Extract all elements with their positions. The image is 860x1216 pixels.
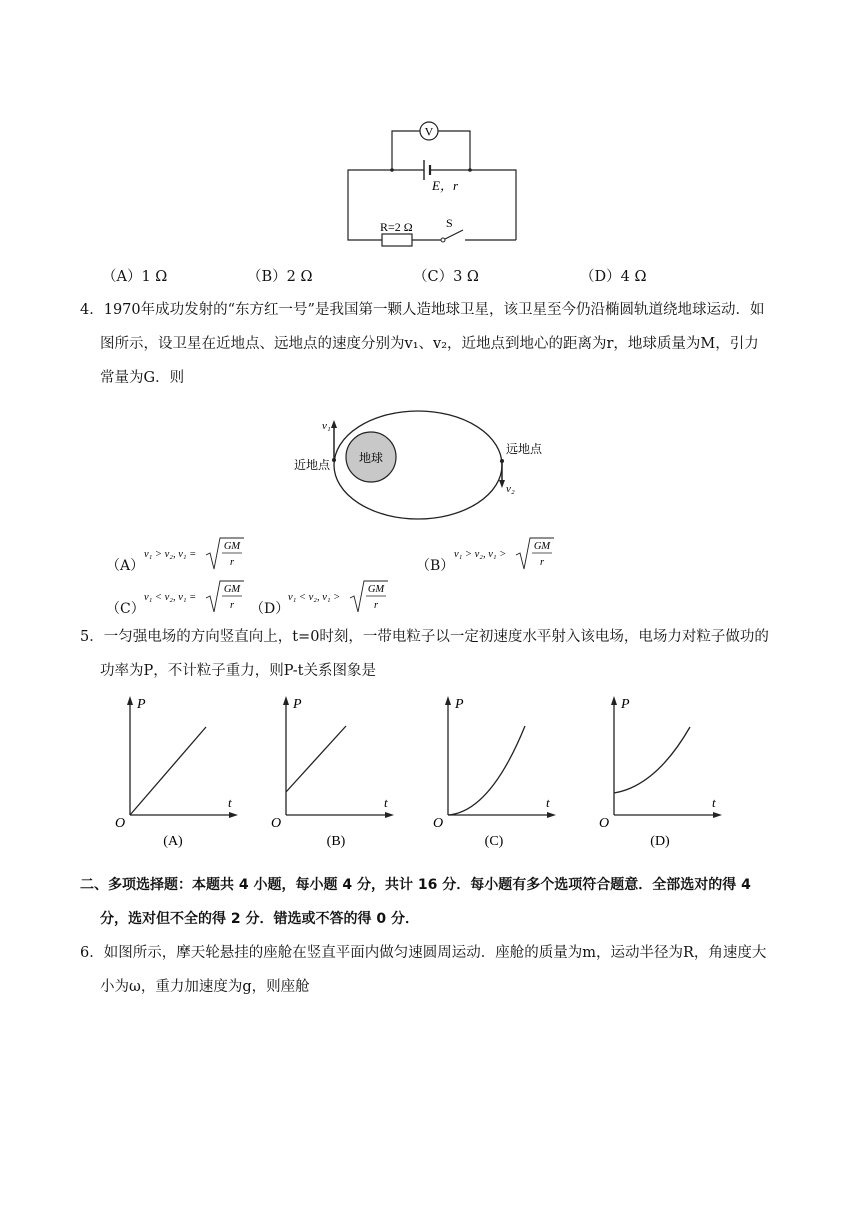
q5-graph-c-ylabel: P — [455, 697, 464, 712]
q5-graph-a-ylabel: P — [137, 697, 146, 712]
q4-option-c-cmp: v₁ < v₂, v₁ = — [144, 592, 197, 603]
q5-graph-d-curve — [614, 727, 690, 793]
q5-graph-a-caption: (A) — [163, 834, 183, 849]
q5-graph-a[interactable] — [110, 690, 250, 850]
q4-option-b-num: GM — [533, 541, 551, 552]
q6-line-1: 6．如图所示，摩天轮悬挂的座舱在竖直平面内做匀速圆周运动．座舱的质量为m，运动半径为R，角速度大 — [80, 945, 767, 961]
perigee-label: 近地点 — [294, 458, 331, 472]
q5-graph-c-caption: (C) — [484, 834, 504, 849]
q5-graph-d-caption: (D) — [650, 834, 670, 849]
q4-option-a-num: GM — [223, 541, 241, 552]
q5-graph-d-ylabel: P — [621, 697, 630, 712]
q4-option-a-label: （A） — [106, 558, 145, 574]
q5-graph-a-origin: O — [115, 816, 126, 831]
q4-option-d-label: （D） — [250, 601, 290, 617]
q5-graph-c-curve — [448, 726, 525, 815]
resistor-label: R=2 Ω — [380, 220, 413, 234]
switch-label: S — [446, 216, 453, 230]
q5-graph-d-origin: O — [599, 816, 610, 831]
q4-option-b-cmp: v₁ > v₂, v₁ > — [454, 549, 507, 560]
q5-graph-d-xlabel: t — [712, 795, 716, 810]
q4-option-a-den: r — [229, 557, 235, 568]
q4-option-a-formula — [144, 535, 254, 575]
satellite-orbit-figure — [290, 410, 550, 535]
q4-option-c-den: r — [229, 600, 235, 611]
v2-label: v₂ — [506, 483, 515, 495]
switch-blade — [445, 230, 463, 239]
q5-line-2: 功率为P，不计粒子重力，则P-t关系图象是 — [100, 663, 376, 679]
v1-label: v₁ — [322, 420, 331, 432]
q4-option-b-formula — [454, 535, 564, 575]
q4-line-2: 图所示，设卫星在近地点、远地点的速度分别为v₁、v₂，近地点到地心的距离为r，地球质量为M，引力 — [100, 336, 759, 352]
voltmeter-label: V — [424, 124, 434, 139]
q5-graph-c[interactable] — [428, 690, 568, 850]
q5-graph-c-xlabel: t — [546, 795, 550, 810]
q5-graph-b-curve — [286, 726, 346, 792]
q4-line-1: 4．1970年成功发射的“东方红一号”是我国第一颗人造地球卫星，该卫星至今仍沿椭圆轨道绕地球运动．如 — [80, 302, 765, 318]
q4-option-b-den: r — [539, 557, 545, 568]
q5-graph-a-xlabel: t — [228, 795, 232, 810]
q4-option-d-den: r — [373, 600, 379, 611]
q4-option-d-formula — [288, 578, 398, 618]
q3-option-c[interactable]: （C）3 Ω — [413, 269, 479, 285]
q5-graph-b-caption: (B) — [326, 834, 346, 849]
section-2-heading-line-2: 分，选对但不全的得 2 分．错选或不答的得 0 分． — [100, 911, 419, 927]
q5-graph-b[interactable] — [266, 690, 406, 850]
q4-option-c-num: GM — [223, 584, 241, 595]
q5-graph-b-ylabel: P — [293, 697, 302, 712]
q4-option-c-label: （C） — [106, 601, 145, 617]
q5-graph-b-origin: O — [271, 816, 282, 831]
circuit-diagram — [340, 118, 525, 248]
q4-option-d-cmp: v₁ < v₂, v₁ > — [288, 592, 341, 603]
apogee-label: 远地点 — [506, 442, 543, 456]
section-2-heading-line-1: 二、多项选择题：本题共 4 小题，每小题 4 分，共计 16 分．每小题有多个选项符合题意．全部选对的得 4 — [80, 877, 751, 893]
q5-graph-d[interactable] — [594, 690, 734, 850]
q5-graph-b-xlabel: t — [384, 795, 388, 810]
q5-line-1: 5．一匀强电场的方向竖直向上，t=0时刻，一带电粒子以一定初速度水平射入该电场，电场力对粒子做功的 — [80, 629, 769, 645]
battery-label: E，r — [432, 178, 459, 193]
earth-label: 地球 — [358, 451, 384, 465]
q4-line-3: 常量为G．则 — [100, 370, 185, 386]
q3-option-b[interactable]: （B）2 Ω — [247, 269, 313, 285]
q4-option-a-cmp: v₁ > v₂, v₁ = — [144, 549, 197, 560]
q4-option-d-num: GM — [367, 584, 385, 595]
q5-graph-a-curve — [130, 727, 206, 815]
q5-graph-c-origin: O — [433, 816, 444, 831]
resistor — [382, 234, 412, 246]
q4-option-c-formula — [144, 578, 254, 618]
q3-option-a[interactable]: （A）1 Ω — [102, 269, 168, 285]
q3-option-d[interactable]: （D）4 Ω — [580, 269, 647, 285]
q6-line-2: 小为ω，重力加速度为g，则座舱 — [100, 979, 310, 995]
q4-option-b-label: （B） — [416, 558, 455, 574]
